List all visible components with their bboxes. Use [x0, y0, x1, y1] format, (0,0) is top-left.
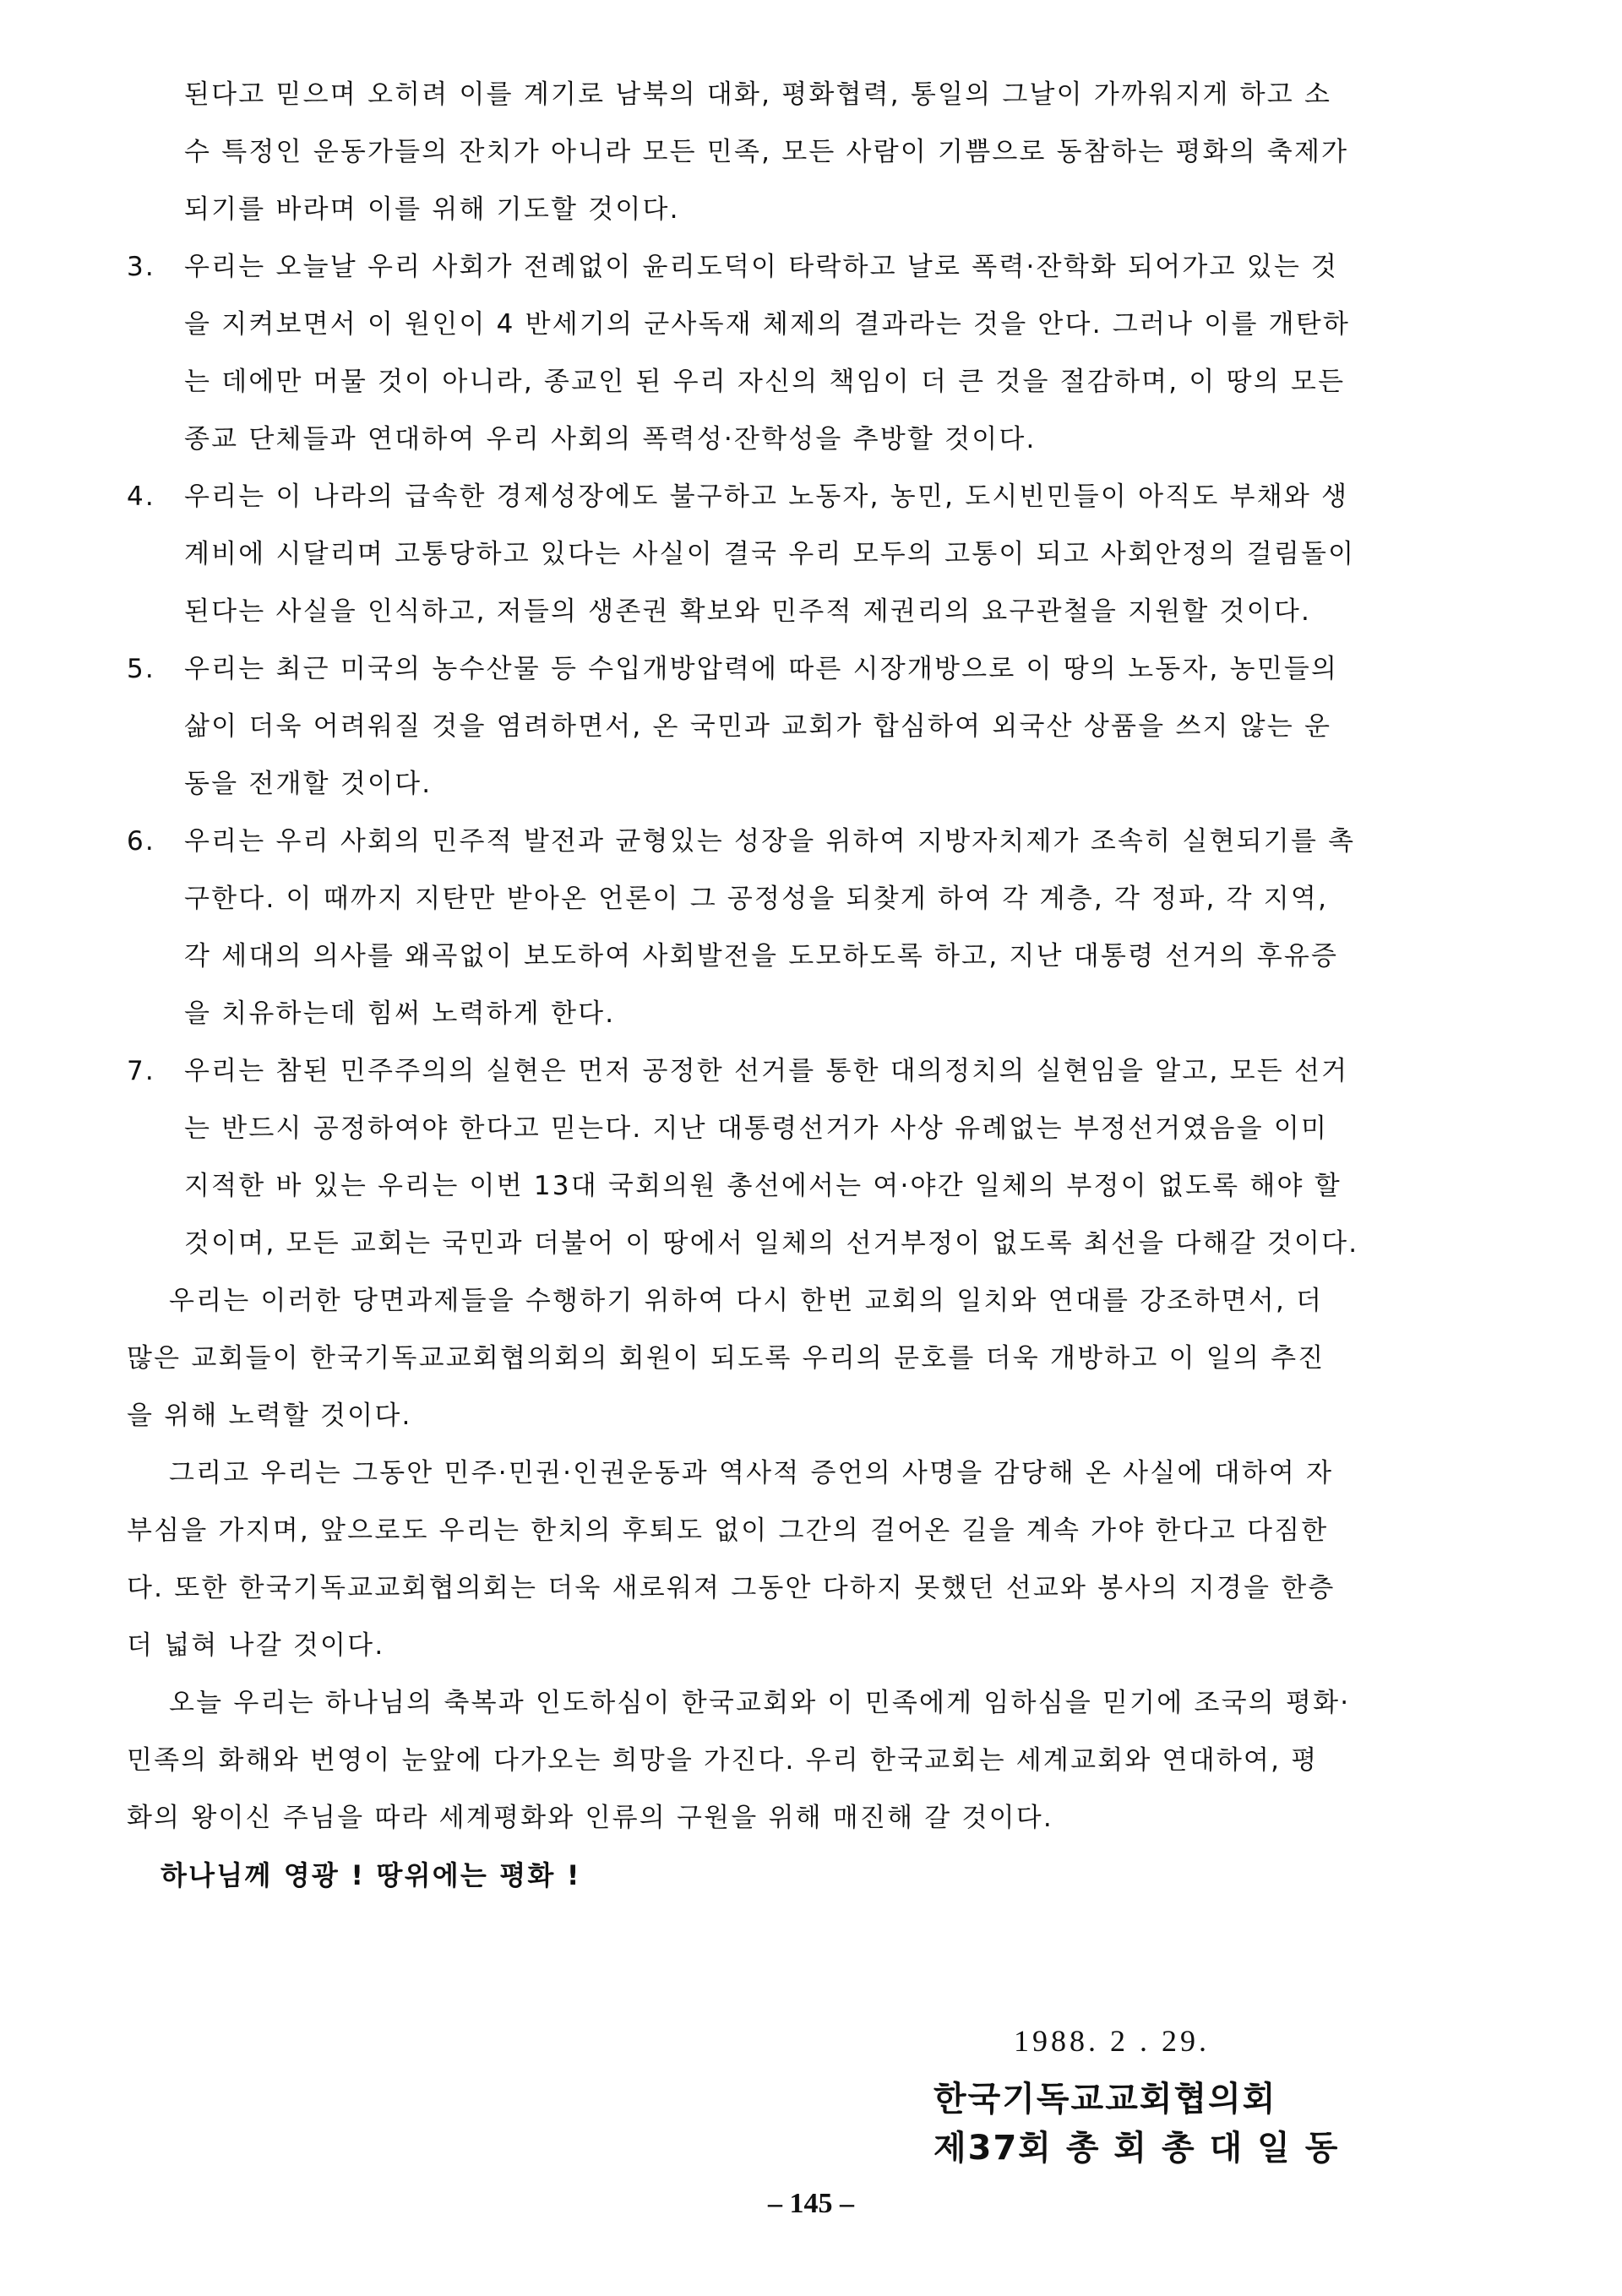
text-line: [127, 296, 1495, 353]
line-text: 우리는 참된 민주주의의 실현은 먼저 공정한 선거를 통한 대의정치의 실현임을 알고, 모든 선거: [184, 1056, 1349, 1086]
line-text: 삶이 더욱 어려워질 것을 염려하면서, 온 국민과 교회가 합심하여 외국산 상품을 쓰지 않는 운: [184, 711, 1332, 742]
item-number: 3.: [127, 252, 155, 282]
line-text: 을 지켜보면서 이 원인이 4 반세기의 군사독재 체제의 결과라는 것을 안다. 그러나 이를 개탄하: [184, 309, 1351, 340]
text-line: [127, 640, 1495, 698]
item-number: 7.: [127, 1056, 155, 1086]
text-line: [127, 698, 1495, 755]
text-line: [127, 1100, 1495, 1157]
line-text: 계비에 시달리며 고통당하고 있다는 사실이 결국 우리 모두의 고통이 되고 사회안정의 걸림돌이: [184, 539, 1356, 569]
paragraph-line: 화의 왕이신 주님을 따라 세계평화와 인류의 구원을 위해 매진해 갈 것이다.: [127, 1803, 1053, 1833]
text-line: [127, 525, 1495, 583]
text-line: [127, 813, 1495, 870]
document-body: [127, 66, 1495, 1904]
text-line: [127, 1042, 1495, 1100]
text-line: [127, 755, 1495, 813]
line-text: 는 반드시 공정하여야 한다고 믿는다. 지난 대통령선거가 사상 유례없는 부정선거였음을 이미: [184, 1113, 1329, 1144]
paragraph-line: 우리는 이러한 당면과제들을 수행하기 위하여 다시 한번 교회의 일치와 연대를 강조하면서, 더: [169, 1286, 1324, 1316]
text-line: [127, 411, 1495, 468]
text-line: [127, 985, 1495, 1042]
paragraph-line: 많은 교회들이 한국기독교교회협의회의 회원이 되도록 우리의 문호를 더욱 개방하고 이 일의 추진: [127, 1343, 1325, 1374]
text-line: [127, 1157, 1495, 1215]
text-line: [127, 66, 1495, 123]
organization-name: 한국기독교교회협의회: [933, 2080, 1277, 2119]
assembly-name: 제37회 총 회 총 대 일 동: [933, 2129, 1340, 2168]
paragraph-line: 민족의 화해와 번영이 눈앞에 다가오는 희망을 가진다. 우리 한국교회는 세계교회와 연대하여, 평: [127, 1745, 1319, 1776]
text-line: [127, 928, 1495, 985]
line-text: 종교 단체들과 연대하여 우리 사회의 폭력성·잔학성을 추방할 것이다.: [184, 424, 1037, 454]
text-line: [127, 1215, 1495, 1272]
line-text: 된다고 믿으며 오히려 이를 계기로 남북의 대화, 평화협력, 통일의 그날이 가까워지게 하고 소: [184, 79, 1332, 110]
text-line: [127, 468, 1495, 525]
paragraph-line: 오늘 우리는 하나님의 축복과 인도하심이 한국교회와 이 민족에게 임하심을 믿기에 조국의 평화·: [169, 1688, 1351, 1718]
document-date: 1988. 2 . 29.: [1014, 2024, 1210, 2058]
item-number: 4.: [127, 482, 155, 512]
line-text: 동을 전개할 것이다.: [184, 769, 433, 799]
text-line: [127, 583, 1495, 640]
closing-line: 하나님께 영광 ! 땅위에는 평화 !: [161, 1859, 581, 1891]
line-text: 우리는 우리 사회의 민주적 발전과 균형있는 성장을 위하여 지방자치제가 조속히 실현되기를 촉: [184, 826, 1356, 857]
line-text: 수 특정인 운동가들의 잔치가 아니라 모든 민족, 모든 사람이 기쁨으로 동참하는 평화의 축제가: [184, 137, 1349, 167]
item-number: 6.: [127, 826, 155, 857]
text-line: [127, 238, 1495, 296]
paragraph-line: 그리고 우리는 그동안 민주·민권·인권운동과 역사적 증언의 사명을 감당해 온 사실에 대하여 자: [169, 1458, 1334, 1488]
text-line: [127, 181, 1495, 238]
paragraph-line: 더 넓혀 나갈 것이다.: [127, 1630, 385, 1661]
line-text: 된다는 사실을 인식하고, 저들의 생존권 확보와 민주적 제권리의 요구관철을 지원할 것이다.: [184, 596, 1312, 627]
line-text: 우리는 최근 미국의 농수산물 등 수입개방압력에 따른 시장개방으로 이 땅의 노동자, 농민들의: [184, 654, 1339, 684]
paragraph-line: 다. 또한 한국기독교교회협의회는 더욱 새로워져 그동안 다하지 못했던 선교와 봉사의 지경을 한층: [127, 1573, 1336, 1603]
line-text: 우리는 이 나라의 급속한 경제성장에도 불구하고 노동자, 농민, 도시빈민들이 아직도 부채와 생: [184, 482, 1349, 512]
line-text: 지적한 바 있는 우리는 이번 13대 국회의원 총선에서는 여·야간 일체의 부정이 없도록 해야 할: [184, 1171, 1342, 1201]
text-line: [127, 870, 1495, 928]
page-number: – 145 –: [768, 2188, 854, 2219]
text-line: [127, 353, 1495, 411]
line-text: 을 치유하는데 힘써 노력하게 한다.: [184, 998, 616, 1029]
paragraph-line: 을 위해 노력할 것이다.: [127, 1401, 412, 1431]
item-number: 5.: [127, 654, 155, 684]
line-text: 것이며, 모든 교회는 국민과 더불어 이 땅에서 일체의 선거부정이 없도록 최선을 다해갈 것이다.: [184, 1228, 1359, 1259]
paragraph-line: 부심을 가지며, 앞으로도 우리는 한치의 후퇴도 없이 그간의 걸어온 길을 계속 가야 한다고 다짐한: [127, 1515, 1329, 1546]
line-text: 는 데에만 머물 것이 아니라, 종교인 된 우리 자신의 책임이 더 큰 것을 절감하며, 이 땅의 모든: [184, 367, 1346, 397]
line-text: 되기를 바라며 이를 위해 기도할 것이다.: [184, 194, 680, 225]
line-text: 구한다. 이 때까지 지탄만 받아온 언론이 그 공정성을 되찾게 하여 각 계층, 각 정파, 각 지역,: [184, 884, 1329, 914]
text-line: [127, 123, 1495, 181]
line-text: 각 세대의 의사를 왜곡없이 보도하여 사회발전을 도모하도록 하고, 지난 대통령 선거의 후유증: [184, 941, 1339, 971]
line-text: 우리는 오늘날 우리 사회가 전례없이 윤리도덕이 타락하고 날로 폭력·잔학화 되어가고 있는 것: [184, 252, 1339, 282]
signatory-organization: [933, 2075, 1339, 2173]
